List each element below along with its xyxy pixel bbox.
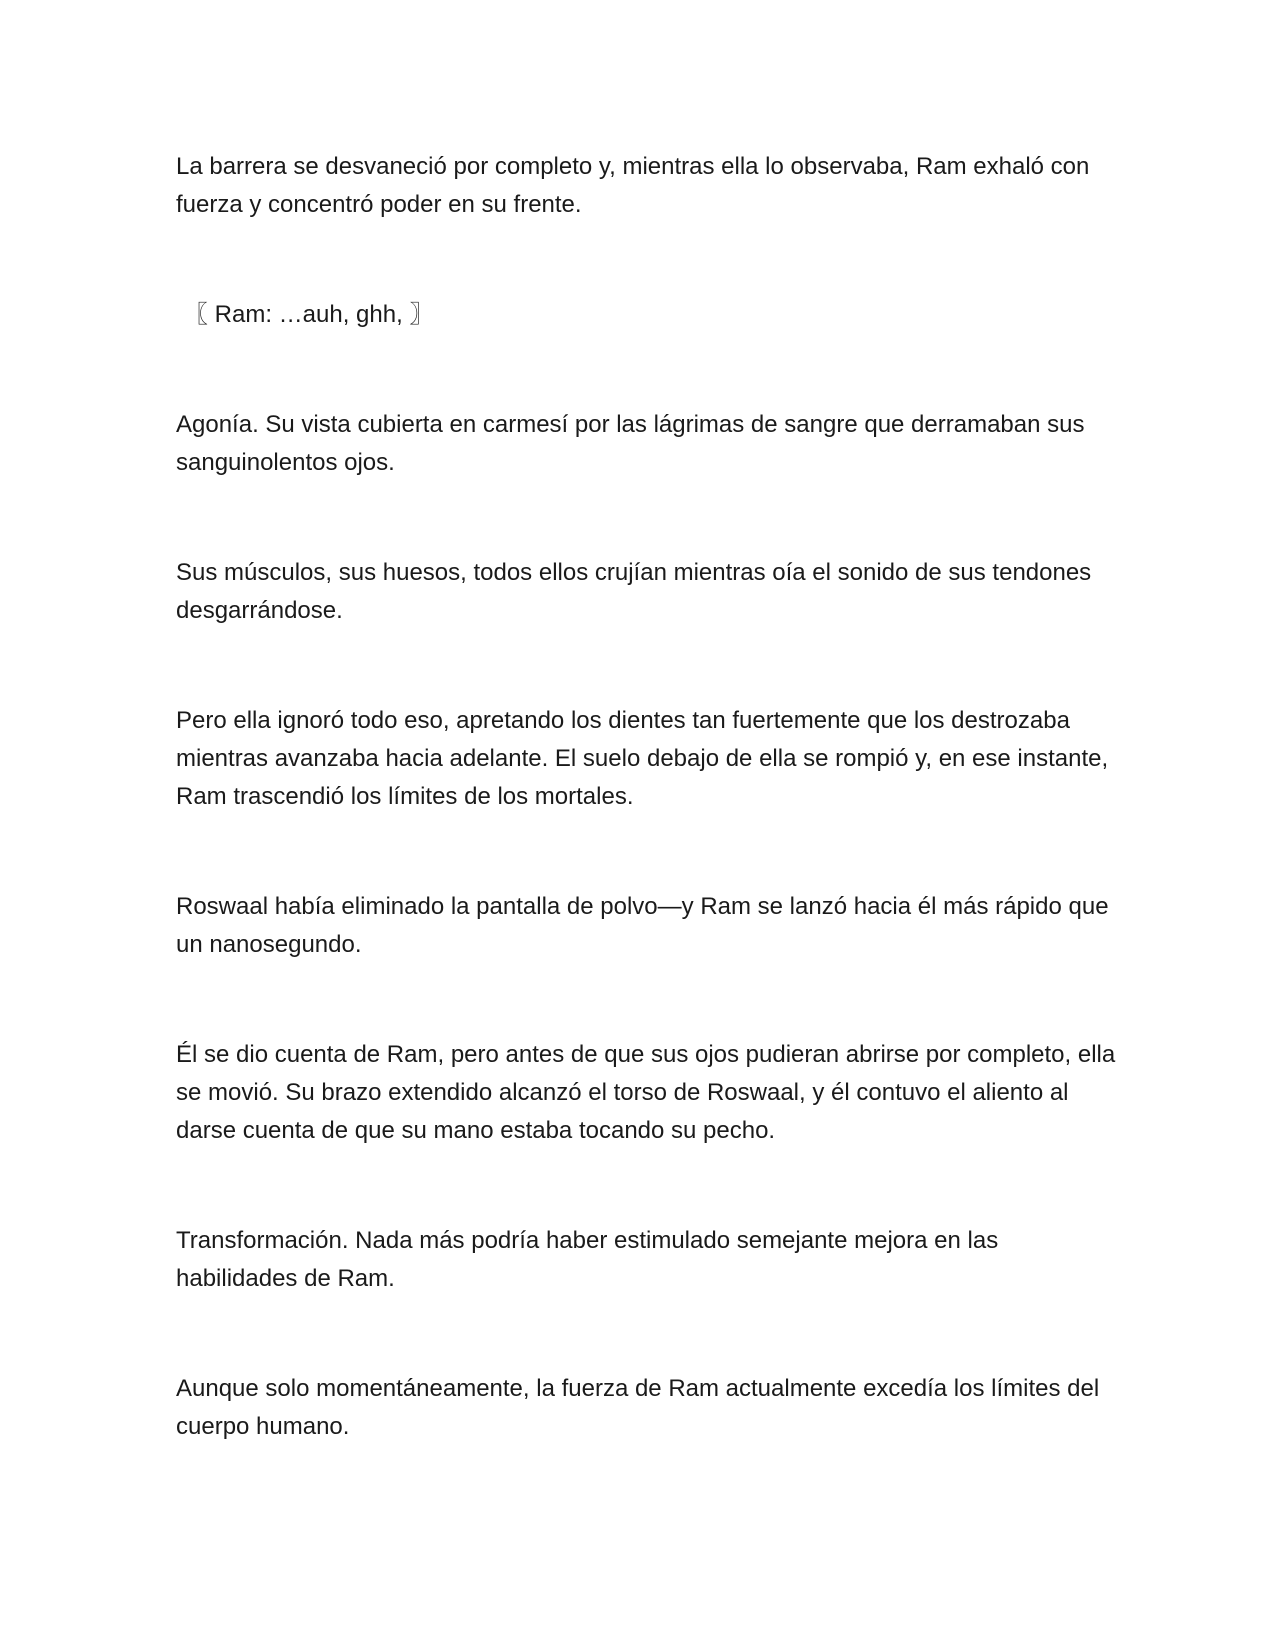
- paragraph-9: Aunque solo momentáneamente, la fuerza de Ram actualmente excedía los límites del cuerpo humano.: [176, 1375, 1100, 1440]
- paragraph-1: La barrera se desvaneció por completo y, mientras ella lo observaba, Ram exhaló con fuerza y concentró poder en su frente.: [176, 153, 1090, 218]
- paragraph-8: Transformación. Nada más podría haber estimulado semejante mejora en las habilidades de Ram.: [176, 1227, 999, 1292]
- paragraph-4: Sus músculos, sus huesos, todos ellos crujían mientras oía el sonido de sus tendones desgarrándose.: [176, 559, 1092, 624]
- paragraph-5: Pero ella ignoró todo eso, apretando los dientes tan fuertemente que los destrozaba mientras avanzaba hacia adelante. El suelo debajo de ella se rompió y, en ese instante, Ram trascendió los límites de los mortales.: [176, 707, 1109, 810]
- paragraph-7: Él se dio cuenta de Ram, pero antes de que sus ojos pudieran abrirse por completo, ella se movió. Su brazo extendido alcanzó el torso de Roswaal, y él contuvo el aliento al darse cuenta de que su mano estaba tocando su pecho.: [176, 1041, 1116, 1144]
- document-body: [176, 148, 1116, 1518]
- paragraph-3: Agonía. Su vista cubierta en carmesí por las lágrimas de sangre que derramaban sus sanguinolentos ojos.: [176, 411, 1085, 476]
- dialogue-line: 〖 Ram: …auh, ghh, 〗: [184, 301, 434, 328]
- paragraph-6: Roswaal había eliminado la pantalla de polvo—y Ram se lanzó hacia él más rápido que un nanosegundo.: [176, 893, 1109, 958]
